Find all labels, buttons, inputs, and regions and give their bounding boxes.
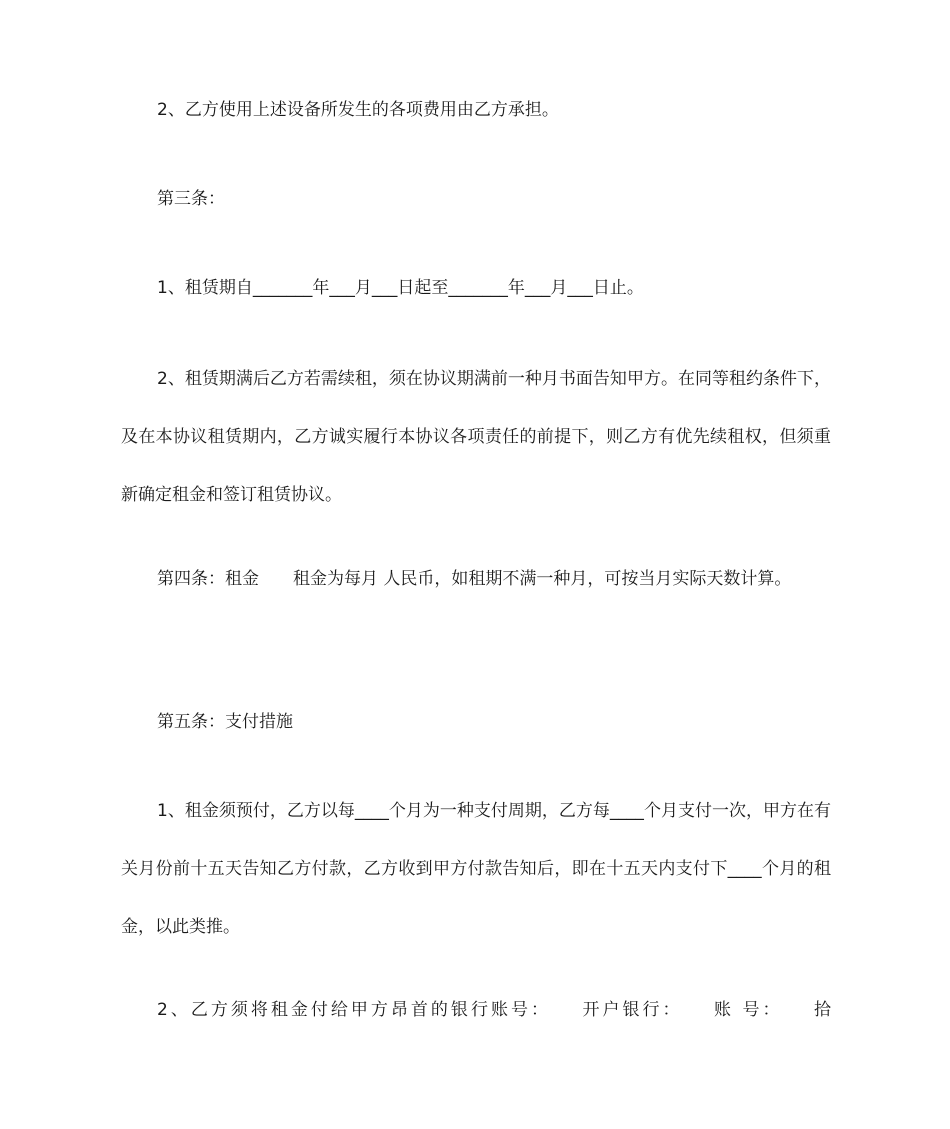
heading-article-five-payment: 第五条：支付措施 <box>157 712 293 732</box>
heading-article-three: 第三条： <box>157 189 225 209</box>
paragraph-rent-prepayment: 1、租金须预付，乙方以每____个月为一种支付周期，乙方每____个月支付一次，甲方在有关月份前十五天告知乙方付款，乙方收到甲方付款告知后，即在十五天内支付下____个月的租金，以此类推。 <box>121 801 831 937</box>
paragraph-lease-period: 1、租赁期自_______年___月___日起至_______年___月___日止。 <box>157 278 644 298</box>
paragraph-lease-renewal: 2、租赁期满后乙方若需续租，须在协议期满前一种月书面告知甲方。在同等租约条件下，及在本协议租赁期内，乙方诚实履行本协议各项责任的前提下，则乙方有优先续租权，但须重新确定租金和签订租赁协议。 <box>121 369 831 505</box>
paragraph-article-four-rent: 第四条：租金 租金为每月 人民币，如租期不满一种月，可按当月实际天数计算。 <box>157 569 792 589</box>
paragraph-bank-account: 2、乙方须将租金付给甲方昂首的银行账号： 开户银行： 账 号： 拾 <box>157 1000 831 1020</box>
paragraph-fee-burden: 2、乙方使用上述设备所发生的各项费用由乙方承担。 <box>157 100 559 120</box>
